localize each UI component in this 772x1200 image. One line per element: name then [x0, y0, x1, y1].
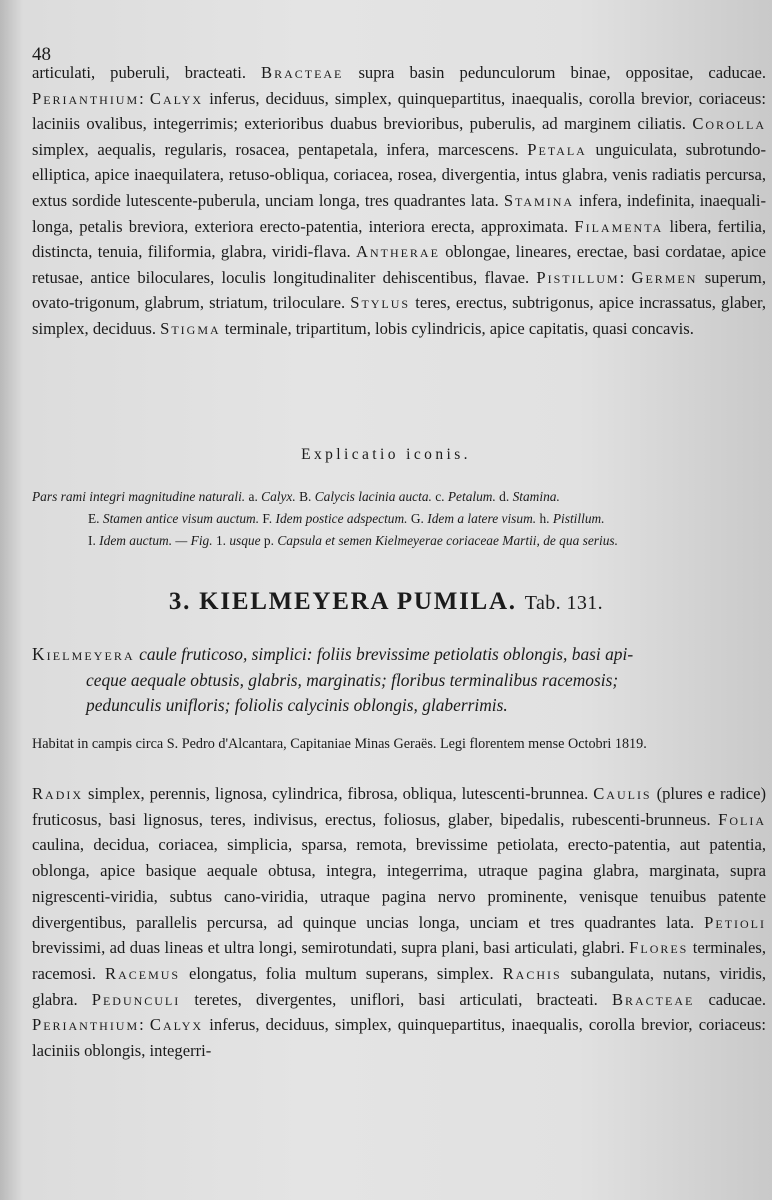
text-run: superum, ovato-trigonum, glabrum, striatum, triloculare.: [32, 267, 766, 313]
description-paragraph: [32, 781, 766, 1064]
term-small-caps: Kielmeyera: [32, 644, 135, 664]
term-small-caps: Racemus: [105, 963, 181, 983]
text-run: :: [619, 267, 632, 287]
text-run: pedunculis unifloris; foliolis calycinis oblongis, glaberrimis.: [86, 695, 508, 715]
figure-letter: I.: [88, 533, 96, 548]
figure-caption: [32, 486, 754, 552]
figure-letter: c.: [435, 489, 445, 504]
text-line: [32, 508, 754, 530]
figure-letter: F.: [262, 511, 273, 526]
term-small-caps: Filamenta: [574, 216, 664, 236]
species-diagnosis: [32, 642, 764, 719]
text-line: [32, 530, 754, 552]
text-run: inferus, deciduus, simplex, quinquepartitus, inaequalis, corolla brevior, coriaceus: laciniis oblongis, integerri-: [32, 1015, 766, 1061]
text-run: Idem a latere visum.: [423, 511, 540, 526]
term-small-caps: Radix: [32, 784, 84, 803]
text-run: Petalum.: [444, 489, 500, 504]
text-run: Calyx.: [257, 489, 300, 504]
text-run: simplex, perennis, lignosa, cylindrica, fibrosa, obliqua, lutescenti-brunnea.: [83, 784, 594, 803]
text-run: inferus, deciduus, simplex, quinquepartitus, inaequalis, corolla brevior, coriaceus: laciniis ovalibus, integerrimis; exterioribus duabus brevioribus, puberulis, ad marginem ciliatis.: [32, 88, 766, 134]
term-small-caps: Petala: [527, 139, 587, 159]
figure-letter: h.: [539, 511, 550, 526]
figure-letter: 1.: [215, 533, 226, 548]
species-name: 3. KIELMEYERA PUMILA.: [168, 588, 517, 615]
figure-letter: E.: [88, 511, 100, 526]
text-run: ceque aequale obtusis, glabris, marginatis; floribus terminalibus racemosis;: [86, 669, 619, 690]
term-small-caps: Flores: [629, 938, 689, 958]
term-small-caps: Stamina: [503, 190, 575, 210]
text-run: (plures e radice) fruticosus, basi lignosus, teres, indivisus, erectus, foliosus, glaber, bipedalis, rubescenti-brunneus.: [32, 784, 767, 829]
text-run: oblongae, lineares, erectae, basi cordatae, apice retusae, antice biloculares, loculis longitudinaliter dehiscentibus, flavae.: [32, 242, 766, 287]
text-run: brevissimi, ad duas lineas et ultra longi, semirotundati, supra plani, basi articulati, glabri.: [32, 938, 630, 958]
term-small-caps: Caulis: [593, 784, 652, 803]
text-line: [32, 693, 764, 719]
figure-letter: d.: [499, 489, 510, 504]
text-run: Capsula et semen Kielmeyerae coriaceae Martii, de qua serius.: [273, 533, 618, 548]
caption-heading: Explicatio iconis.: [301, 446, 471, 463]
figure-letter: G.: [410, 511, 424, 526]
term-small-caps: Antherae: [356, 242, 440, 262]
species-heading: [0, 588, 772, 616]
text-run: articulati, puberuli, bracteati.: [32, 63, 262, 82]
plate-reference: Tab. 131.: [524, 592, 604, 614]
text-run: terminale, tripartitum, lobis cylindricis, apice capitatis, quasi concavis.: [220, 318, 694, 338]
text-run: elongatus, folia multum superans, simplex.: [180, 963, 503, 983]
page-number: 48: [32, 44, 51, 65]
text-run: unguiculata, subrotundo-elliptica, apice inaequilatera, retuso-obliqua, coriacea, rosea, divergentia, intus glabra, venis radiatis percursa, extus sordide lutescente-puberula, unciam longa, tres quadrantes lata.: [32, 139, 766, 210]
text-run: teretes, divergentes, uniflori, basi articulati, bracteati.: [180, 989, 612, 1009]
text-line: [32, 486, 754, 508]
text-line: [32, 642, 764, 668]
text-run: :: [139, 88, 150, 108]
habitat-note: Habitat in campis circa S. Pedro d'Alcantara, Capitaniae Minas Geraës. Legi florentem mense Octobri 1819.: [32, 736, 647, 752]
text-run: Stamen antice visum auctum.: [99, 511, 263, 526]
text-run: terminales, racemosi.: [32, 938, 766, 983]
text-run: simplex, aequalis, regularis, rosacea, pentapetala, infera, marcescens.: [32, 139, 528, 159]
term-small-caps: Bracteae: [611, 989, 695, 1009]
text-run: :: [139, 1015, 150, 1035]
text-run: Idem auctum. — Fig.: [95, 533, 216, 548]
text-run: Stamina.: [509, 489, 560, 504]
text-run: caulina, decidua, coriacea, simplicia, sparsa, remota, brevissime petiolata, erecto-patentia, aut patentia, oblonga, apice basique aequale obtusa, integra, integerrima, utraque pagina glabra, marginata, supra nigrescenti-viridia, subtus cano-viridia, utraque pagina nervo prominente, venisque tenuibus patente divergentibus, parallelis percursa, ad quinque uncias longa, unciam et tres quadrantes lata.: [32, 835, 766, 932]
term-small-caps: Corolla: [692, 114, 766, 134]
text-run: Pars rami integri magnitudine naturali.: [32, 489, 249, 504]
term-small-caps: Pedunculi: [91, 989, 181, 1009]
figure-letter: p.: [263, 533, 274, 548]
text-run: Pistillum.: [549, 511, 605, 526]
term-small-caps: Calyx: [149, 88, 204, 108]
text-run: infera, indefinita, inaequali-longa, petalis breviora, exteriora erecto-patentia, interiora erecta, approximata.: [32, 190, 766, 236]
text-run: Calycis lacinia aucta.: [311, 489, 436, 504]
term-small-caps: Germen: [631, 267, 698, 287]
description-paragraph-continued: [32, 60, 766, 342]
term-small-caps: Calyx: [149, 1015, 204, 1035]
term-small-caps: Perianthium: [32, 88, 140, 108]
term-small-caps: Petioli: [704, 912, 766, 932]
text-line: [32, 668, 764, 694]
term-small-caps: Bracteae: [261, 63, 344, 82]
figure-letter: a.: [248, 489, 258, 504]
text-run: Idem postice adspectum.: [272, 511, 411, 526]
term-small-caps: Pistillum: [536, 267, 620, 287]
text-run: usque: [225, 533, 264, 548]
figure-letter: B.: [299, 489, 312, 504]
text-run: caule fruticoso, simplici: foliis brevissime petiolatis oblongis, basi api-: [134, 644, 634, 664]
text-run: teres, erectus, subtrigonus, apice incrassatus, glaber, simplex, deciduus.: [32, 293, 766, 338]
text-run: caducae.: [694, 989, 767, 1009]
text-run: libera, fertilia, distincta, tenuia, filiformia, glabra, viridi-flava.: [32, 216, 766, 262]
text-run: subangulata, nutans, viridis, glabra.: [32, 963, 767, 1009]
text-run: supra basin pedunculorum binae, oppositae, caducae.: [343, 63, 766, 82]
term-small-caps: Rachis: [502, 963, 562, 983]
term-small-caps: Stigma: [160, 318, 221, 338]
term-small-caps: Stylus: [350, 293, 411, 313]
term-small-caps: Perianthium: [32, 1015, 140, 1035]
term-small-caps: Folia: [718, 809, 766, 829]
